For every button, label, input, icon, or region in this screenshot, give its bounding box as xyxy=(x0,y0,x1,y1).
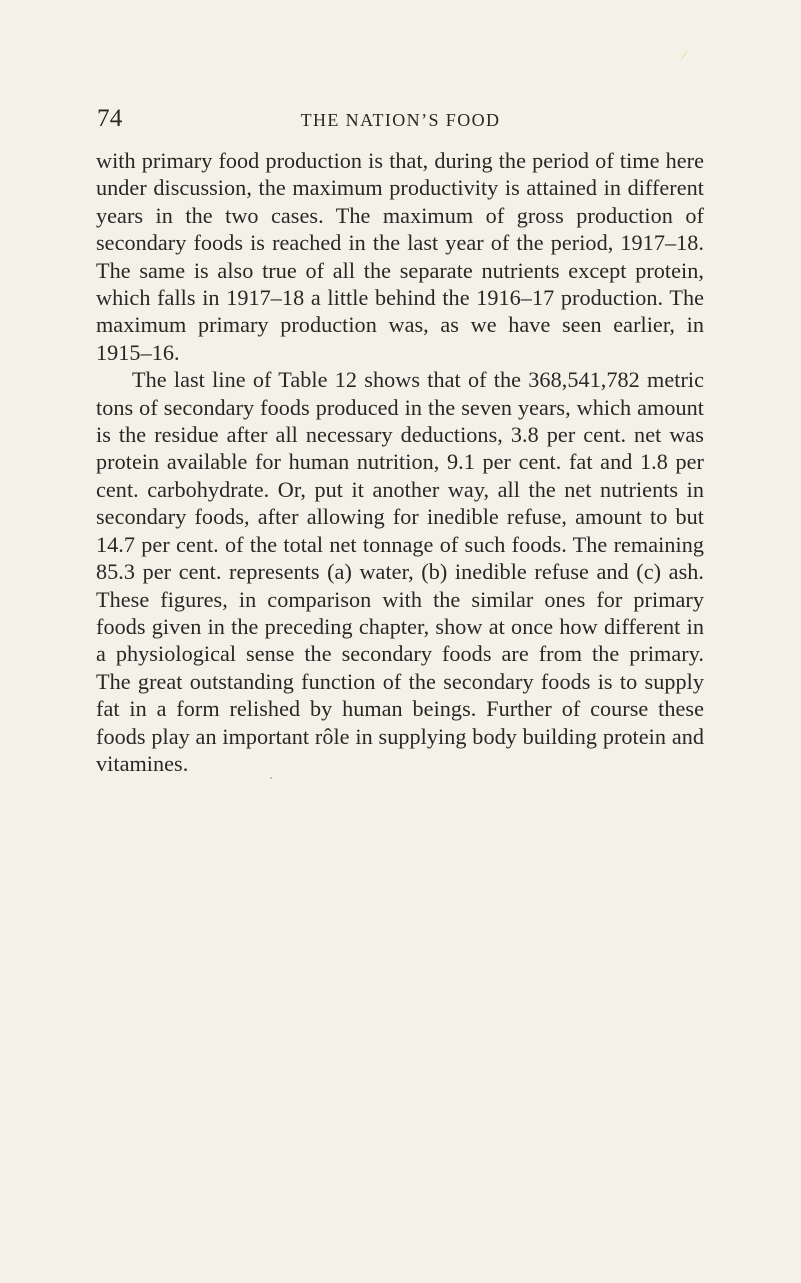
running-head: THE NATION’S FOOD xyxy=(300,110,501,130)
page-header xyxy=(97,104,704,134)
paper-mark xyxy=(681,51,688,60)
paper-speck xyxy=(270,777,272,779)
page-number: 74 xyxy=(97,105,123,132)
paragraph-secondary-foods: The last line of Table 12 shows that of the 368,541,782 metric tons of secondary foods produced in the seven years, which amount is the residue after all necessary deductions, 3.8 per cent. net was protein available for human nutrition, 9.1 per cent. fat and 1.8 per cent. carbohydrate. Or, put it another way, all the net nutrients in secondary foods, after allowing for inedible refuse, amount to but 14.7 per cent. of the total net tonnage of such foods. The remaining 85.3 per cent. represents (a) water, (b) inedible refuse and (c) ash. These figures, in comparison with the similar ones for primary foods given in the preceding chapter, show at once how different in a physiological sense the secondary foods are from the primary. The great outstanding function of the secondary foods is to supply fat in a form relished by human beings. Further of course these foods play an important rôle in supplying body building protein and vitamines. xyxy=(96,367,704,776)
paragraph-continuation: with primary food production is that, during the period of time here under discussion, the maximum productivity is attained in different years in the two cases. The maximum of gross production of secondary foods is reached in the last year of the period, 1917–18. The same is also true of all the separate nutrients except protein, which falls in 1917–18 a little behind the 1916–17 production. The maximum primary production was, as we have seen earlier, in 1915–16. xyxy=(96,148,704,365)
body-text xyxy=(96,147,704,777)
